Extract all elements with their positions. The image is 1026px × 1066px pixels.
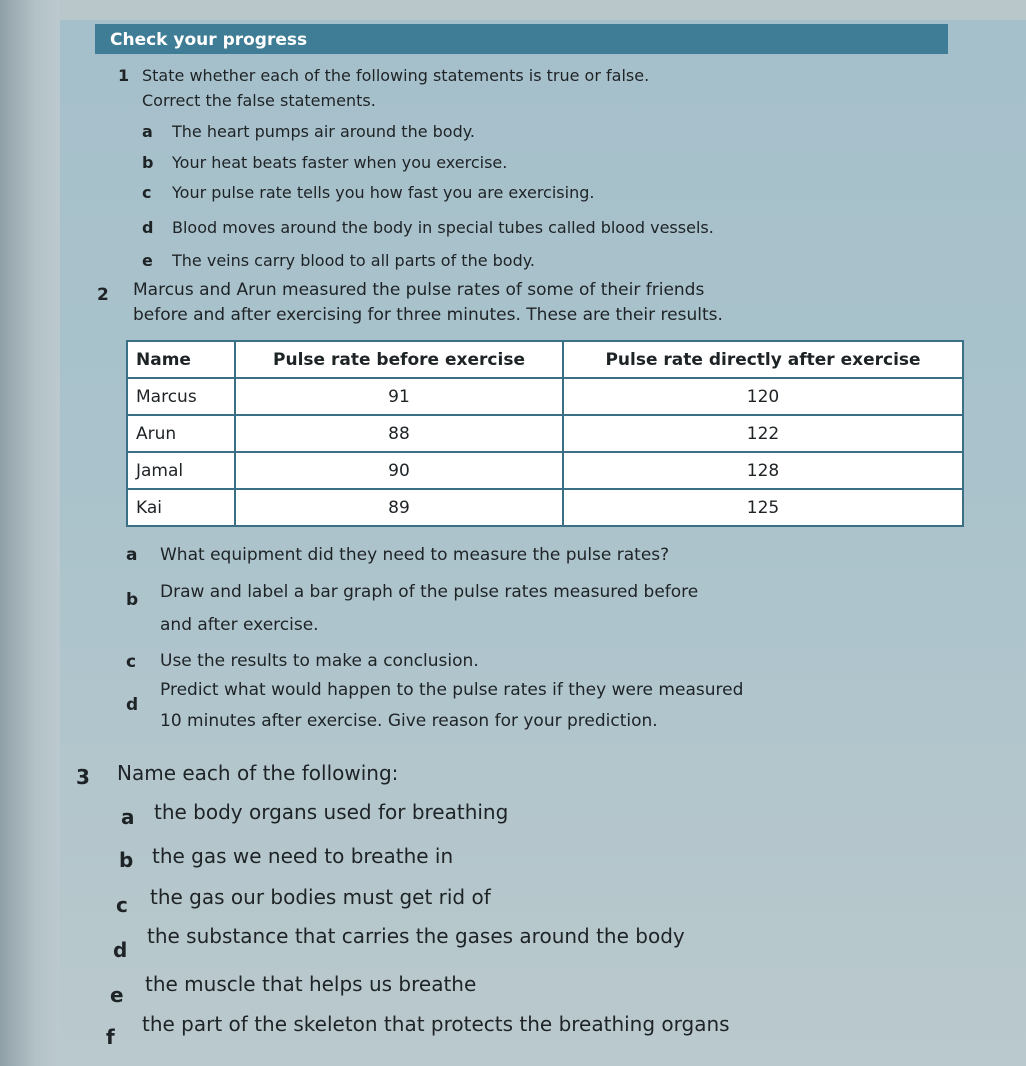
q2-item-letter: d bbox=[126, 695, 139, 715]
q3-number: 3 bbox=[76, 765, 90, 789]
q2-number: 2 bbox=[97, 285, 109, 305]
table-cell-after: 122 bbox=[563, 415, 963, 452]
q3-item-letter: e bbox=[110, 983, 124, 1007]
table-row bbox=[127, 489, 963, 526]
table-row bbox=[127, 452, 963, 489]
q2-item-text: Draw and label a bar graph of the pulse rates measured before bbox=[160, 582, 699, 602]
exercise-panel bbox=[60, 20, 1026, 1066]
q3-item-text: the gas we need to breathe in bbox=[152, 844, 454, 868]
column-header-after: Pulse rate directly after exercise bbox=[563, 341, 963, 378]
q2-item-letter: b bbox=[126, 590, 139, 610]
q2-item-letter: c bbox=[126, 652, 137, 672]
q3-item-text: the body organs used for breathing bbox=[154, 800, 509, 824]
q2-item-text: Use the results to make a conclusion. bbox=[160, 651, 479, 671]
table-header-row bbox=[127, 341, 963, 378]
table-row bbox=[127, 415, 963, 452]
q2-item-letter: a bbox=[126, 545, 138, 565]
table-cell-name: Marcus bbox=[127, 378, 235, 415]
table-cell-before: 91 bbox=[235, 378, 563, 415]
q1-prompt-line1: State whether each of the following statements is true or false. bbox=[142, 66, 650, 85]
q3-item-letter: d bbox=[113, 938, 128, 962]
table-cell-before: 89 bbox=[235, 489, 563, 526]
table-cell-name: Jamal bbox=[127, 452, 235, 489]
q2-item-text-cont: 10 minutes after exercise. Give reason for your prediction. bbox=[160, 711, 658, 731]
q1-item-letter: e bbox=[142, 251, 153, 270]
table-row bbox=[127, 378, 963, 415]
section-title: Check your progress bbox=[110, 30, 308, 50]
pulse-rate-table bbox=[126, 340, 964, 527]
table-cell-name: Kai bbox=[127, 489, 235, 526]
q2-item-text: What equipment did they need to measure the pulse rates? bbox=[160, 545, 670, 565]
q2-prompt-line2: before and after exercising for three minutes. These are their results. bbox=[133, 305, 723, 325]
q3-item-letter: a bbox=[121, 805, 135, 829]
q1-item-text: Blood moves around the body in special tubes called blood vessels. bbox=[172, 218, 714, 237]
q1-prompt-line2: Correct the false statements. bbox=[142, 91, 376, 110]
table-cell-after: 120 bbox=[563, 378, 963, 415]
table-cell-name: Arun bbox=[127, 415, 235, 452]
q1-item-letter: c bbox=[142, 183, 152, 202]
table-cell-after: 125 bbox=[563, 489, 963, 526]
q3-item-letter: f bbox=[106, 1025, 115, 1049]
q1-item-text: The veins carry blood to all parts of the body. bbox=[172, 251, 536, 270]
q1-item-text: Your pulse rate tells you how fast you are exercising. bbox=[172, 183, 595, 202]
q3-item-letter: c bbox=[116, 893, 128, 917]
q3-item-text: the muscle that helps us breathe bbox=[145, 972, 477, 996]
q2-item-text: Predict what would happen to the pulse rates if they were measured bbox=[160, 680, 744, 700]
q3-prompt: Name each of the following: bbox=[117, 761, 399, 785]
q1-item-letter: a bbox=[142, 122, 153, 141]
q3-item-text: the part of the skeleton that protects the breathing organs bbox=[142, 1012, 730, 1036]
table-cell-after: 128 bbox=[563, 452, 963, 489]
q3-item-letter: b bbox=[119, 848, 134, 872]
q2-prompt-line1: Marcus and Arun measured the pulse rates of some of their friends bbox=[133, 280, 705, 300]
q1-item-text: Your heat beats faster when you exercise. bbox=[172, 153, 508, 172]
q3-item-text: the gas our bodies must get rid of bbox=[150, 885, 491, 909]
q1-item-letter: d bbox=[142, 218, 154, 237]
column-header-name: Name bbox=[127, 341, 235, 378]
q3-item-text: the substance that carries the gases around the body bbox=[147, 924, 685, 948]
q2-item-text-cont: and after exercise. bbox=[160, 615, 319, 635]
page-edge bbox=[0, 0, 60, 1066]
table-cell-before: 90 bbox=[235, 452, 563, 489]
table-cell-before: 88 bbox=[235, 415, 563, 452]
q1-item-letter: b bbox=[142, 153, 154, 172]
column-header-before: Pulse rate before exercise bbox=[235, 341, 563, 378]
q1-item-text: The heart pumps air around the body. bbox=[172, 122, 476, 141]
q1-number: 1 bbox=[118, 66, 130, 85]
